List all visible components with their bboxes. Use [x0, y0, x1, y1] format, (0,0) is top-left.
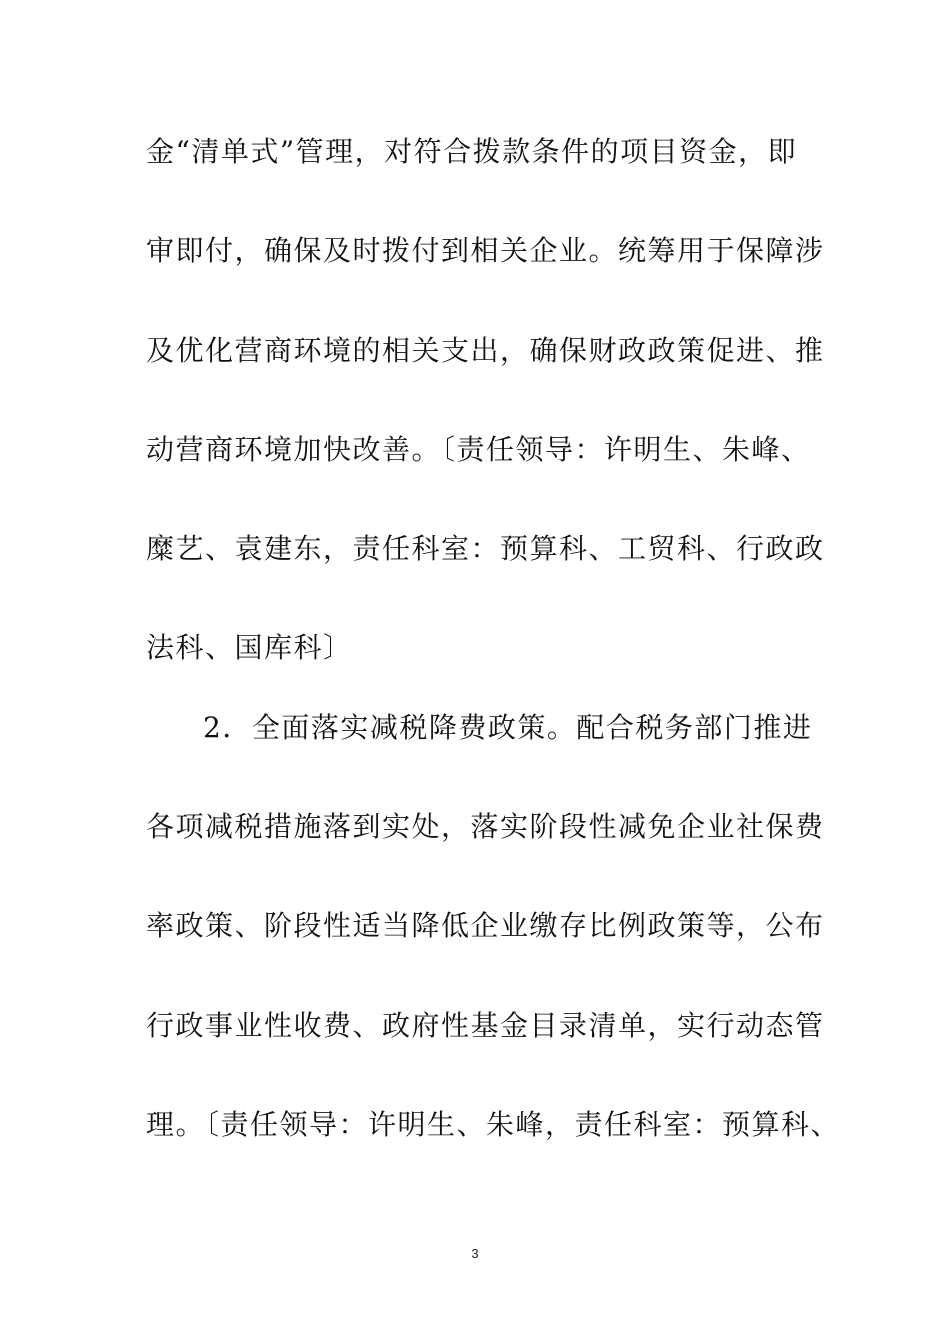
section-heading-line: 2．全面落实减税降费政策。配合税务部门推进 — [203, 711, 813, 744]
body-text-line: 各项减税措施落到实处，落实阶段性减免企业社保费 — [146, 810, 825, 843]
body-text-line: 糜艺、袁建东，责任科室：预算科、工贸科、行政政 — [146, 532, 825, 565]
body-text-line: 行政事业性收费、政府性基金目录清单，实行动态管 — [146, 1009, 825, 1042]
body-text-line: 理。〔责任领导：许明生、朱峰，责任科室：预算科、 — [146, 1108, 841, 1141]
body-text-line: 率政策、阶段性适当降低企业缴存比例政策等，公布 — [146, 909, 825, 942]
body-text-line: 审即付，确保及时拨付到相关企业。统筹用于保障涉 — [146, 234, 825, 267]
body-text-line: 金“清单式”管理，对符合拨款条件的项目资金，即 — [146, 135, 798, 168]
page-number: 3 — [471, 1246, 479, 1261]
body-text-line: 动营商环境加快改善。〔责任领导：许明生、朱峰、 — [146, 433, 811, 466]
body-text-line: 及优化营商环境的相关支出，确保财政政策促进、推 — [146, 334, 825, 367]
body-text-line: 法科、国库科〕 — [146, 631, 353, 664]
